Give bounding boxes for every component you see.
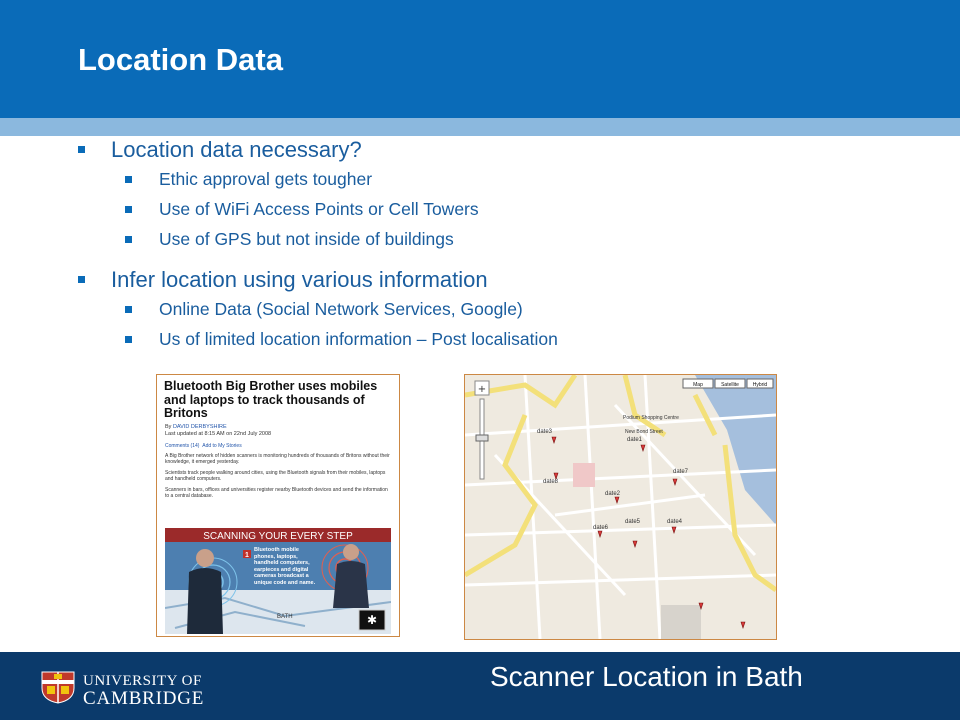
news-paragraph: Scientists track people walking around cities, using the Bluetooth signals from their mobiles, laptops and handheld computers. bbox=[165, 469, 386, 482]
map-label: date2 bbox=[605, 491, 621, 497]
map-label: date6 bbox=[593, 525, 609, 531]
byline-prefix: By bbox=[165, 423, 173, 430]
news-paragraph: A Big Brother network of hidden scanners is monitoring hundreds of thousands of Britons without their knowledge, it emerged yesterday. bbox=[165, 452, 390, 465]
sub-bullet-text: Use of WiFi Access Points or Cell Towers bbox=[159, 199, 479, 219]
satellite-button-label: Satellite bbox=[721, 382, 739, 388]
map-label: date1 bbox=[627, 437, 643, 443]
svg-text:✱: ✱ bbox=[366, 613, 378, 627]
bullet-list bbox=[78, 136, 938, 354]
news-links bbox=[165, 443, 391, 449]
sub-bullet-text: Use of GPS but not inside of buildings bbox=[159, 229, 454, 249]
sub-bullet bbox=[78, 294, 938, 324]
svg-text:+: + bbox=[477, 384, 487, 395]
banner-number: 1 bbox=[245, 552, 249, 559]
bullet-location-necessary bbox=[78, 136, 938, 164]
bullet-marker bbox=[78, 276, 85, 283]
banner-title: SCANNING YOUR EVERY STEP bbox=[203, 531, 353, 542]
university-crest-icon bbox=[40, 670, 76, 704]
map-label: date5 bbox=[625, 519, 641, 525]
map-label: date8 bbox=[543, 479, 559, 485]
map-label: date3 bbox=[537, 429, 553, 435]
banner-city: BATH bbox=[277, 614, 293, 620]
bullet-marker bbox=[125, 336, 132, 343]
university-line2: CAMBRIDGE bbox=[83, 688, 205, 709]
scanning-graphic bbox=[165, 528, 391, 634]
bullet-marker bbox=[125, 206, 132, 213]
news-clipping bbox=[156, 374, 400, 637]
place-label: New Bond Street bbox=[625, 429, 663, 435]
map-label: date7 bbox=[673, 469, 689, 475]
sub-bullet-text: Ethic approval gets tougher bbox=[159, 169, 373, 189]
comments-link: Comments (14) bbox=[165, 442, 200, 449]
image-caption: Scanner Location in Bath bbox=[490, 661, 803, 692]
bullet-marker bbox=[125, 176, 132, 183]
place-label: Podium Shopping Centre bbox=[623, 415, 679, 421]
sub-bullet bbox=[78, 194, 938, 224]
news-meta bbox=[165, 424, 391, 438]
bullet-marker bbox=[125, 236, 132, 243]
map-canvas bbox=[465, 375, 776, 639]
bullet-infer-location bbox=[78, 266, 938, 294]
news-headline: Bluetooth Big Brother uses mobiles and laptops to track thousands of Britons bbox=[164, 379, 378, 420]
sub-bullet-text: Us of limited location information – Post localisation bbox=[159, 329, 558, 349]
shopping-area bbox=[573, 463, 595, 487]
banner-text: Bluetooth mobile phones, laptops, handheld computers, earpieces and digital cameras broadcast a unique code and name. bbox=[254, 547, 316, 586]
add-stories-link: Add to My Stories bbox=[202, 442, 242, 449]
sub-bullet bbox=[78, 224, 938, 254]
university-line1: UNIVERSITY OF bbox=[83, 673, 202, 689]
map-label: date4 bbox=[667, 519, 683, 525]
bullet-text: Infer location using various information bbox=[111, 267, 488, 292]
bullet-marker bbox=[78, 146, 85, 153]
university-logo-text bbox=[83, 673, 204, 707]
slide-title: Location Data bbox=[78, 42, 283, 77]
scanning-illustration bbox=[165, 528, 391, 634]
bullet-text: Location data necessary? bbox=[111, 137, 362, 162]
news-author: DAVID DERBYSHIRE bbox=[172, 423, 227, 430]
bath-map[interactable] bbox=[464, 374, 777, 640]
news-paragraph: Scanners in bars, offices and universities register nearby Bluetooth devices and send the information to a central database. bbox=[165, 486, 388, 499]
header-stripe bbox=[0, 118, 960, 136]
map-button-label: Map bbox=[693, 382, 703, 388]
bullet-marker bbox=[125, 306, 132, 313]
sub-bullet bbox=[78, 164, 938, 194]
sub-bullet-text: Online Data (Social Network Services, Google) bbox=[159, 299, 523, 319]
news-updated: Last updated at 8:15 AM on 22nd July 2008 bbox=[165, 430, 272, 437]
sub-bullet bbox=[78, 324, 938, 354]
hybrid-button-label: Hybrid bbox=[752, 382, 768, 388]
